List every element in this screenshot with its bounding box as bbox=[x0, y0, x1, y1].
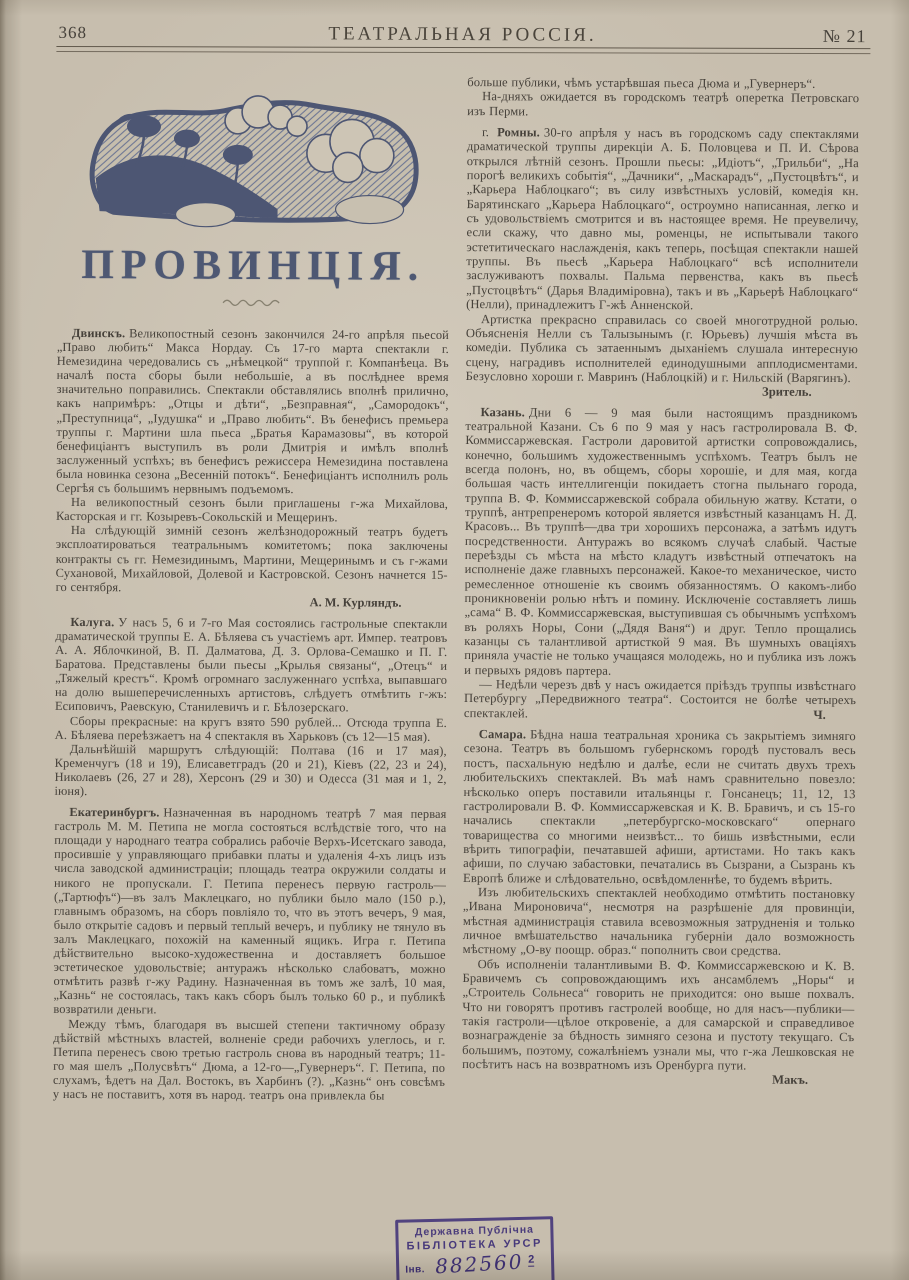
paragraph-text: У насъ 5, 6 и 7-го Мая состоялись гастрольные спектакли драматической труппы Е. А. Бѣляева съ участіемъ арт. Импер. театровъ А. А. Яблочкиной, В. П. Далматова, Д. З. Орлова-Семашко и П. Г. Баратова. Представлены были пьесы „Крылья связаны“, „Отецъ“ и „Тяжелый крестъ“. Кромѣ огромнаго заслуженнаго успѣха, выпавшаго на долю вышеперечисленныхъ артистовъ, слѣдуетъ отмѣтить г-жъ: Есиповичъ, Раевскую, Станилевичъ и г. Бѣлозерскаго. bbox=[54, 615, 448, 715]
landscape-vignette-illustration bbox=[85, 90, 422, 232]
article-romny bbox=[466, 125, 859, 400]
paragraph-text: Дальнѣйшій маршрутъ слѣдующій: Полтава (16 и 17 мая), Кременчугъ (18 и 19), Елисаветградъ (20 и 21), Кіевъ (22, 23 и 24), Николаевъ (26, 27 и 28), Херсонъ (29 и 30) и Одесса (31 мая и 1, 2, іюня). bbox=[54, 741, 447, 799]
paragraph-text: Назначенная въ народномъ театрѣ 7 мая первая гастроль М. М. Петипа не могла состояться вслѣдствіе того, что на площади у народнаго театра собрались рабочіе Верхъ-Исетскаго завода, просившіе у управляющаго прибавки платы и удаленія 4-хъ лицъ изъ числа заводской администраціи; площадь театра окружили солдаты и никого не пропускали. Г. Петипа перенесъ первую гастроль—(„Тартюфъ“)—въ залъ Маклецкаго, но публики было мало (150 р.), главнымъ образомъ, на сборъ повліяло то, что въ этотъ вечеръ, 9 мая, было открытіе садовъ и первый теплый вечеръ, и публику не тянуло въ залъ Маклецкаго, похожій на каменный ящикъ. Игра г. Петипа дѣйствительно высоко-художественна и доставляетъ большое эстетическое удовольствіе; антуражъ нѣсколько слабоватъ, можно отмѣтить развѣ г-жу Радину. Назначенная въ томъ же залѣ, 10 мая, „Казнь“ не состоялась, такъ какъ сборъ былъ только 60 р., и публикѣ возвратили деньги. bbox=[53, 805, 447, 1017]
city-label: Екатеринбургъ. bbox=[69, 805, 160, 820]
left-column bbox=[53, 86, 450, 1103]
city-prefix: г. bbox=[481, 125, 497, 140]
page-header bbox=[58, 22, 866, 48]
header-double-rule bbox=[56, 46, 870, 54]
paragraph-text: Сборы прекрасные: на кругъ взято 590 рублей... Отсюда труппа Е. А. Бѣляева переѣзжаетъ на 4 спектакля въ Харьковъ (съ 12—15 мая). bbox=[54, 713, 447, 744]
stamp-inventory-index: 2 bbox=[528, 1253, 535, 1266]
paragraph-text: Великопостный сезонъ закончился 24-го апрѣля пьесой „Право любить“ Макса Нордау. Съ 17-го марта спектакли г. Немезидина чередовались съ „нѣмецкой“ труппой г. Компанѣеца. Въ началѣ поста сборы были небольшіе, а въ послѣднее время значительно поправились. Спектакли обставлялись вполнѣ прилично, какъ напримѣръ: „Отцы и дѣти“, „Безправная“, „Самородокъ“, „Преступница“, „Іудушка“ и „Право любить“. Въ бенефисъ премьера труппы г. Мартини шла пьеса „Братья Карамазовы“, въ которой бенефиціантъ выступилъ въ роли Дмитрія и имѣлъ вполнѣ заслуженный успѣхъ; въ бенефисъ режиссера Немезидина поставлена была новинка сезона „Весенній потокъ“. Бенефиціантъ исполнилъ роль Сергѣя съ большимъ нервнымъ подъемомъ. bbox=[56, 326, 449, 497]
paragraph bbox=[463, 885, 855, 959]
paragraph bbox=[53, 1016, 445, 1103]
city-label: Самара. bbox=[478, 727, 527, 742]
spacer bbox=[57, 306, 449, 321]
paragraph-text: На слѣдующій зимній сезонъ желѣзнодорожный театръ будетъ эксплоатироваться театральнымъ комитетомъ; пока заключены контракты съ гг. Немезидинымъ, Мартини, Мещеринымъ и съ г-жами Сухановой, Михайловой, Долевой и Кастровской. Сезонъ начнется 15-го сентября. bbox=[55, 523, 448, 594]
article-kaluga bbox=[54, 615, 447, 800]
signature: Ч. bbox=[813, 707, 826, 722]
library-stamp bbox=[395, 1216, 555, 1280]
paragraph-text: Между тѣмъ, благодаря въ высшей степени тактичному образу дѣйствій мѣстныхъ властей, волненіе среди рабочихъ улеглось, и г. Петипа перенесъ свою третью гастроль снова въ народный театръ; 11-го мая шелъ „Полусвѣтъ“ Дюма, а 12-го—„Гувернеръ“. Г. Петипа, по слухамъ, ѣдетъ на Дал. Востокъ, въ Харбинъ (?). „Казнь“ онъ совсѣмъ у насъ не поставитъ, хотя въ народ. театръ она привлекла бы bbox=[52, 1016, 446, 1103]
wavy-line-ornament bbox=[221, 297, 285, 307]
paragraph bbox=[56, 523, 448, 596]
paragraph bbox=[464, 677, 856, 722]
paragraph bbox=[464, 405, 857, 680]
city-label: Двинскъ. bbox=[71, 325, 126, 341]
signature: А. М. Курляндъ. bbox=[309, 595, 402, 610]
city-label: Ромны. bbox=[497, 125, 540, 140]
paragraph bbox=[463, 727, 856, 887]
stamp-line: БІБЛІОТЕКА УРСР bbox=[406, 1237, 544, 1253]
paragraph bbox=[466, 312, 858, 386]
article-samara bbox=[462, 727, 856, 1088]
paragraph-text: 30-го апрѣля у насъ въ городскомъ саду спектаклями драматической труппы дирекціи А. Б. Половцева и П. И. Сѣрова открылся лѣтній сезонъ. Прошли пьесы: „Идіотъ“, „Трильби“, „На порогѣ великихъ событія“, „Дачники“, „Маскарадъ“, „Пустоцвѣтъ“, и „Карьера Наблоцкаго“; въ силу извѣстныхъ условій, комедія кн. Барятинскаго „Карьера Наблоцкаго“, остроумно написанная, легко и съ удовольствіемъ смотрится и въ настоящее время. Не преувеличу, если скажу, что давно мы, роменцы, не испытывали такого эстетитическаго наслажденія, какъ теперь, посѣщая спектакли нашей труппы. Въ пьесѣ „Карьера Наблоцкаго“ всѣ исполнители заслуживаютъ похвалы. Пальма первенства, какъ въ пьесѣ „Пустоцвѣтъ“ (Дарья Владиміровна), такъ и въ „Карьерѣ Наблоцкаго“ (Нелли), принадлежитъ Г-жѣ Анненской. bbox=[466, 125, 860, 313]
paragraph bbox=[54, 742, 446, 800]
city-label: Калуга. bbox=[70, 614, 115, 630]
paragraph-text: На-дняхъ ожидается въ городскомъ театрѣ оперетка Петровскаго изъ Перми. bbox=[467, 89, 860, 119]
stamp-inventory-row bbox=[405, 1250, 546, 1277]
paragraph-text: На великопостный сезонъ были приглашены г-жа Михайлова, Касторская и гг. Козыревъ-Сокольскій и Мещеринъ. bbox=[55, 495, 449, 525]
page-number: 368 bbox=[58, 22, 88, 43]
article-ekaterinburg bbox=[53, 805, 447, 1103]
paragraph-text: больше публики, чѣмъ устарѣвшая пьеса Дюма и „Гувернеръ“. bbox=[467, 75, 816, 91]
paragraph-text: Артистка прекрасно справилась со своей многотрудной ролью. Объясненія Нелли съ Талызынымъ (г. Юрьевъ) лучшія мѣста въ комедіи. Публика съ затаеннымъ дыханіемъ слушала интересную сцену, наградивъ исполнителей единодушными апплодисментами. Безусловно хороши г. Мавринъ (Наблоцкій) и г. Нильскій (Варягинъ). bbox=[465, 311, 859, 385]
paragraph-text: Изъ любительскихъ спектаклей необходимо отмѣтить постановку „Ивана Мироновича“, несмотря на разрѣшеніе для провинціи, мѣстная администрація ставила всевозможныя затрудненія и только личное вмѣшательство начальника губерніи дало возможность мѣстному „О-ву поощр. образ.“ пополнить свои средства. bbox=[462, 885, 856, 959]
paragraph bbox=[467, 89, 859, 120]
paragraph bbox=[56, 495, 448, 525]
paragraph-text: — Недѣли черезъ двѣ у насъ ожидается пріѣздъ труппы извѣстнаго Петербургу „Передвижного театра“. Состоится не болѣе четырехъ спектаклей. bbox=[463, 677, 857, 721]
signature: Зритель. bbox=[762, 384, 812, 400]
paragraph-text: Дни 6 — 9 мая были настоящимъ праздникомъ театральной Казани. Съ 6 по 9 мая у насъ гастролировала В. Ф. Коммиссаржевская. Гастроли даровитой артистки сопровождались, конечно, большимъ художественнымъ успѣхомъ. Театръ былъ не всегда полонъ, но, въ общемъ, сборы хорошіе, и для мая, когда большая часть интеллигенціи покидаетъ стогна пыльнаго города, труппа В. Ф. Коммиссаржевской собрала обильную жатву. Кстати, о труппѣ, антрепренеромъ которой является извѣстный казанцамъ Н. Д. Красовъ... Въ труппѣ—два три хорошихъ персонажа, а затѣмъ идутъ посредственности. Антуражъ во всякомъ случаѣ слабый. Частые переѣзды съ мѣста на мѣсто кладутъ извѣстный отпечатокъ на исполненіе даже главныхъ персонажей. Какое-то механическое, чисто ремесленное отношеніе къ своимъ обязанностямъ. О какомъ-либо проникновеніи ролью нѣтъ и помину. Исключеніе составляетъ лишь „сама“ В. Ф. Коммиссаржевская, выступившая съ обычнымъ успѣхомъ въ роляхъ Норы, Сони („Дядя Ваня“) и друг. Тепло прощались казанцы съ талантливой артисткой 9 мая. Въ шумныхъ оваціяхъ приняла участіе не только учащаяся молодежь, но и публика изъ ложъ и первыхъ рядовъ партера. bbox=[464, 404, 858, 678]
paragraph bbox=[55, 713, 447, 743]
paragraph bbox=[56, 326, 449, 497]
section-title: ПРОВИНЦІЯ. bbox=[81, 242, 426, 290]
paragraph bbox=[462, 957, 855, 1074]
stamp-inventory-number: 882560 bbox=[434, 1249, 524, 1279]
journal-title: ТЕАТРАЛЬНАЯ РОССІЯ. bbox=[328, 23, 597, 46]
paragraph bbox=[53, 805, 446, 1018]
signature: Макъ. bbox=[772, 1073, 809, 1088]
article-kazan bbox=[464, 405, 858, 723]
stamp-inventory-label: Інв. bbox=[405, 1264, 426, 1276]
article-dvinsk bbox=[55, 326, 448, 610]
issue-number: № 21 bbox=[822, 25, 867, 47]
paragraph bbox=[55, 615, 448, 716]
paragraph bbox=[466, 125, 859, 314]
city-label: Казань. bbox=[480, 404, 525, 419]
paragraph-text: Бѣдна наша театральная хроника съ закрытіемъ зимняго сезона. Театръ въ большомъ губернскомъ городѣ пустовалъ весь постъ, пасхальную недѣлю и далѣе, если не считать двухъ трехъ любительскихъ спектаклей. Въ маѣ намъ сравнительно повезло: нѣсколько оперъ поставили итальянцы г. Гонсанецъ; 11, 12, 13 гастролировали В. Ф. Коммиссаржевская и К. В. Бравичъ, и съ 15-го начались спектакли „петербургско-московскаго“ опернаго товарищества со многими неизвѣст... то бишь извѣстными, если вѣрить типографіи, печатавшей афиши, артистами. Но такъ какъ афиши, по случаю забастовки, печатались въ Сызрани, а Сызрань къ Европѣ ближе и слѣдовательно, освѣдомленнѣе, то будемъ вѣрить. bbox=[463, 727, 856, 887]
stamp-line: Державна Публічна bbox=[414, 1223, 535, 1239]
paragraph-text: Объ исполненіи талантливыми В. Ф. Коммиссаржевскою и К. В. Бравичемъ съ сопровождающимъ ихъ ансамблемъ „Норы“ и „Строитель Сольнеса“ говорить не приходится: оно выше похвалъ. Что ни говорятъ противъ гастролей вообще, но для насъ—публики— такія гастроли—цѣлое откровеніе, а для самарской и справедливое вознагражденіе за бѣдность зимняго сезона и пустоту текущаго. Съ большимъ, поэтому, сожалѣніемъ узнали мы, что г-жа Лешковская не посѣтитъ насъ на возвратномъ изъ Оренбурга пути. bbox=[462, 956, 855, 1073]
right-column bbox=[462, 75, 859, 1088]
